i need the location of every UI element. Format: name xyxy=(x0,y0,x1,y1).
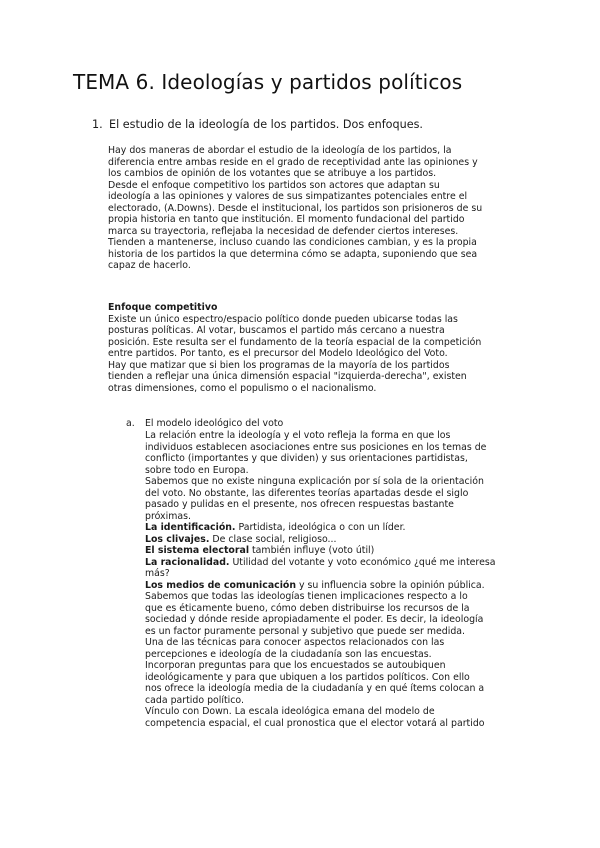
text-line: conflicto (importantes y que dividen) y sus orientaciones partidistas, xyxy=(145,453,468,464)
text-line: Hay que matizar que si bien los programas de la mayoría de los partidos xyxy=(108,359,450,371)
section-number: 1. xyxy=(92,118,103,131)
text-line: sociedad y dónde reside apropiadamente el poder. Es decir, la ideología xyxy=(145,614,484,625)
page-title: TEMA 6. Ideologías y partidos políticos xyxy=(73,70,463,94)
text-line: posición. Este resulta ser el fundamento de la teoría espacial de la competición xyxy=(108,336,482,348)
text-line: entre partidos. Por tanto, es el precursor del Modelo Ideológico del Voto. xyxy=(108,348,448,359)
text-line: Incorporan preguntas para que los encuestados se autoubiquen xyxy=(145,660,446,671)
factor-label: Los medios de comunicación xyxy=(145,579,297,591)
text-line: otras dimensiones, como el populismo o el nacionalismo. xyxy=(108,382,377,394)
text-line: Sabemos que no existe ninguna explicación por sí sola de la orientación xyxy=(145,476,484,487)
subsection-heading xyxy=(126,418,283,429)
text-line: ideología a las opiniones y valores de sus simpatizantes potenciales entre el xyxy=(108,191,468,202)
text-line: que es éticamente bueno, cómo deben distribuirse los recursos de la xyxy=(145,602,470,614)
text-line: capaz de hacerlo. xyxy=(108,260,191,271)
text-line: marca su trayectoria, reflejaba la necesidad de defender ciertos intereses. xyxy=(108,225,459,237)
text-line: más? xyxy=(145,568,170,579)
factor-text: Partidista, ideológica o con un líder. xyxy=(235,522,406,533)
section-heading xyxy=(92,118,423,131)
text-line: cada partido político. xyxy=(145,694,244,706)
text-line: electorado, (A.Downs). Desde el institucional, los partidos son prisioneros de su xyxy=(108,202,483,214)
factor-label: La identificación. xyxy=(145,522,236,533)
text-line: La relación entre la ideología y el voto refleja la forma en que los xyxy=(145,430,451,441)
text-line: Tienden a mantenerse, incluso cuando las condiciones cambian, y es la propia xyxy=(108,237,477,248)
subsection-letter: a. xyxy=(126,418,135,429)
factor-label: Los clivajes. xyxy=(145,533,210,545)
text-line: propia historia en tanto que institución. El momento fundacional del partido xyxy=(108,214,465,225)
text-line: Vínculo con Down. La escala ideológica emana del modelo de xyxy=(145,706,435,717)
text-line: pasado y pulidas en el presente, nos ofrecen respuestas bastante xyxy=(145,499,454,510)
factor-media xyxy=(145,580,528,592)
competitive-heading: Enfoque competitivo xyxy=(108,302,218,313)
text-line: historia de los partidos la que determina cómo se adapta, suponiendo que sea xyxy=(108,248,478,260)
text-line: Desde el enfoque competitivo los partidos son actores que adaptan su xyxy=(108,179,440,191)
text-line: Existe un único espectro/espacio político donde pueden ubicarse todas las xyxy=(108,313,458,325)
factor-label: El sistema electoral xyxy=(145,545,250,556)
text-line: los cambios de opinión de los votantes que se atribuye a los partidos. xyxy=(108,168,437,179)
factor-text: Utilidad del votante y voto económico ¿qué me interesa xyxy=(229,556,496,568)
factor-text: y su influencia sobre la opinión pública. xyxy=(296,579,485,591)
subsection-body xyxy=(145,430,528,729)
section-heading-text: El estudio de la ideología de los partidos. Dos enfoques. xyxy=(109,118,423,131)
factor-identification xyxy=(145,522,528,534)
text-line: ideológicamente y para que ubiquen a los partidos políticos. Con ello xyxy=(145,671,470,683)
text-line: tienden a reflejar una única dimensión espacial "izquierda-derecha", existen xyxy=(108,371,467,382)
text-line: individuos establecen asociaciones entre sus posiciones en los temas de xyxy=(145,441,487,453)
text-line: Sabemos que todas las ideologías tienen implicaciones respecto a lo xyxy=(145,591,468,602)
factor-text: De clase social, religioso... xyxy=(209,533,337,545)
intro-paragraph xyxy=(108,145,528,272)
factor-cleavages xyxy=(145,534,528,546)
text-line: competencia espacial, el cual pronostica que el elector votará al partido xyxy=(145,717,485,729)
text-line: del voto. No obstante, las diferentes teorías apartadas desde el siglo xyxy=(145,487,469,499)
text-line: nos ofrece la ideología media de la ciudadanía y en qué ítems colocan a xyxy=(145,683,485,694)
subsection-heading-text: El modelo ideológico del voto xyxy=(145,418,284,429)
text-line: Hay dos maneras de abordar el estudio de la ideología de los partidos, la xyxy=(108,145,452,156)
competitive-approach xyxy=(108,302,528,394)
text-line: diferencia entre ambas reside en el grado de receptividad ante las opiniones y xyxy=(108,156,478,168)
factor-label: La racionalidad. xyxy=(145,556,230,568)
text-line: percepciones e ideología de la ciudadanía son las encuestas. xyxy=(145,648,432,660)
text-line: sobre todo en Europa. xyxy=(145,464,249,476)
text-line: posturas políticas. Al votar, buscamos el partido más cercano a nuestra xyxy=(108,325,445,336)
text-line: es un factor puramente personal y subjetivo que puede ser medida. xyxy=(145,625,466,637)
factor-rationality xyxy=(145,557,528,569)
text-line: Una de las técnicas para conocer aspectos relacionados con las xyxy=(145,637,445,648)
factor-electoral-system xyxy=(145,545,528,557)
factor-text: también influye (voto útil) xyxy=(249,545,375,556)
text-line: próximas. xyxy=(145,510,191,522)
